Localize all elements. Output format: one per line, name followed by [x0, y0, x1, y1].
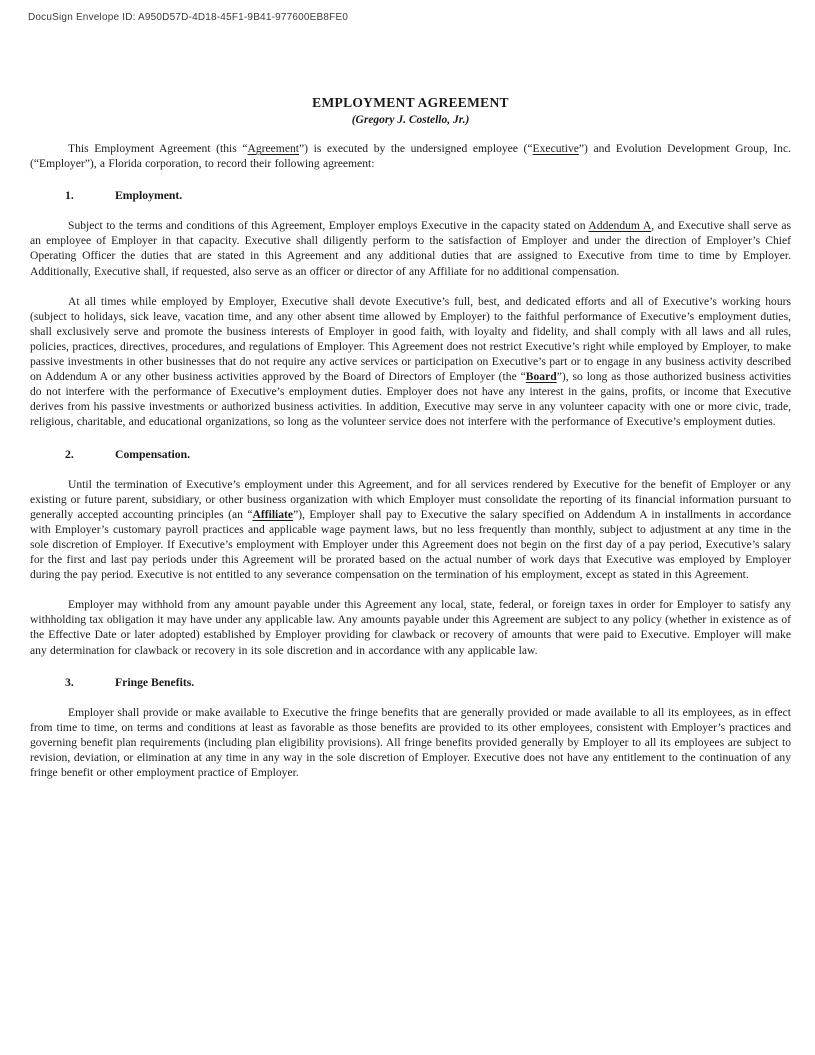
paragraph — [30, 597, 791, 657]
paragraph — [30, 705, 791, 780]
text-run: ”) is executed by the undersigned employee (“ — [299, 142, 533, 155]
defined-term: Agreement — [247, 142, 299, 155]
section-title: Fringe Benefits. — [115, 675, 195, 689]
text-run: Employer shall provide or make available to Executive the fringe benefits that are generally provided or made available to all its employees, as in effect from time to time, on terms and conditions at least as favorable as those benefits are provided to its other employees, consistent with Employer’s practices and governing benefit plan requirements (including plan eligibility provisions). All fringe benefits provided generally by Employer to all its employees are subject to revision, deviation, or elimination at any time in any way in the sole discretion of Employer. Executive does not have any entitlement to the continuation of any fringe benefit or other employment practice of Employer. — [30, 705, 791, 780]
paragraph — [30, 294, 791, 430]
section-heading — [30, 188, 791, 203]
section-number: 2. — [65, 447, 74, 461]
docusign-envelope-id: DocuSign Envelope ID: A950D57D-4D18-45F1-9B41-977600EB8FE0 — [28, 12, 349, 23]
text-run: At all times while employed by Employer, Executive shall devote Executive’s full, best, and dedicated efforts and all of Executive’s working hours (subject to holidays, sick leave, vacation time, and any other absent time allowed by Employer) to the faithful performance of Executive’s employment duties, shall exclusively serve and promote the business interests of Employer in good faith, with loyalty and fidelity, and shall comply with all laws and all rules, policies, practices, directives, procedures, and regulations of Employer. This Agreement does not restrict Executive’s right while employed by Employer, to make passive investments in other businesses that do not require any active services or participation on Executive’s part or to engage in any business activity described on Addendum A or any other business activities approved by the Board of Directors of Employer (the “ — [30, 294, 791, 384]
document-blocks — [30, 141, 791, 780]
text-run: Until the termination of Executive’s employment under this Agreement, and for all services rendered by Executive for the benefit of Employer or any existing or future parent, subsidiary, or other business organization with which Employer must consolidate the reporting of its financial information pursuant to generally accepted accounting principles (an “ — [30, 477, 791, 521]
text-run: ”), so long as those authorized business activities do not interfere with the performance of Executive’s employment duties. Employer does not have any interest in the gains, profits, or income that Executive derives from his passive investments or authorized business activities. In addition, Executive may serve in any volunteer capacity with one or more civic, trade, religious, charitable, and educational organizations, so long as the volunteer service does not interfere with the performance of Executive’s employment duties. — [30, 370, 791, 429]
document-title: EMPLOYMENT AGREEMENT — [312, 95, 509, 110]
section-heading — [30, 447, 791, 462]
text-run: ”) and Evolution Development Group, Inc. (“Employer”), a Florida corporation, to record their following agreement: — [30, 142, 791, 171]
section-number: 1. — [65, 189, 74, 203]
text-run: Employer may withhold from any amount payable under this Agreement any local, state, federal, or foreign taxes in order for Employer to satisfy any withholding tax obligation it may have under any applicable law. Any amounts payable under this Agreement are subject to any policy (whether in existence as of the Effective Date or later adopted) established by Employer providing for clawback or recovery of amounts that were paid to Executive. Employer will make any determination for clawback or recovery in its sole discretion and in accordance with any applicable law. — [30, 598, 791, 657]
document-subtitle: (Gregory J. Costello, Jr.) — [351, 114, 470, 126]
section-heading — [30, 675, 791, 690]
text-run: Subject to the terms and conditions of this Agreement, Employer employs Executive in the capacity stated on — [68, 219, 589, 233]
section-title: Compensation. — [115, 447, 191, 461]
section-number: 3. — [65, 675, 74, 689]
text-run: , and Executive shall serve as an employee of Employer in that capacity. Executive shall diligently perform to the satisfaction of Employer and under the direction of Employer’s Chief Operating Officer the duties that are stated in this Agreement and any additional duties that are assigned to Executive from time to time by Employer. Additionally, Executive shall, if requested, also serve as an officer or director of any Affiliate for no additional compensation. — [30, 219, 791, 278]
paragraph — [30, 477, 791, 583]
document-content — [30, 95, 791, 780]
text-run: This Employment Agreement (this “ — [68, 142, 248, 155]
paragraph — [30, 141, 791, 171]
text-run: ”), Employer shall pay to Executive the salary specified on Addendum A in installments in accordance with Employer’s customary payroll practices and applicable wage payment laws, but no less frequently than monthly, subject to adjustment at any time in the sole discretion of Employer. If Executive’s employment with Employer under this Agreement does not begin on the first day of a pay period, Executive’s salary for the first and last pay periods under this Agreement will be prorated based on the actual number of work days that Executive was employed by Employer during the pay period. Executive is not entitled to any severance compensation on the termination of his employment, except as stated in this Agreement. — [30, 507, 792, 582]
paragraph — [30, 218, 791, 278]
defined-term: Addendum A — [588, 219, 652, 233]
defined-term: Executive — [532, 142, 579, 155]
defined-term: Board — [525, 370, 557, 384]
defined-term: Affiliate — [252, 507, 294, 521]
section-title: Employment. — [115, 189, 183, 203]
